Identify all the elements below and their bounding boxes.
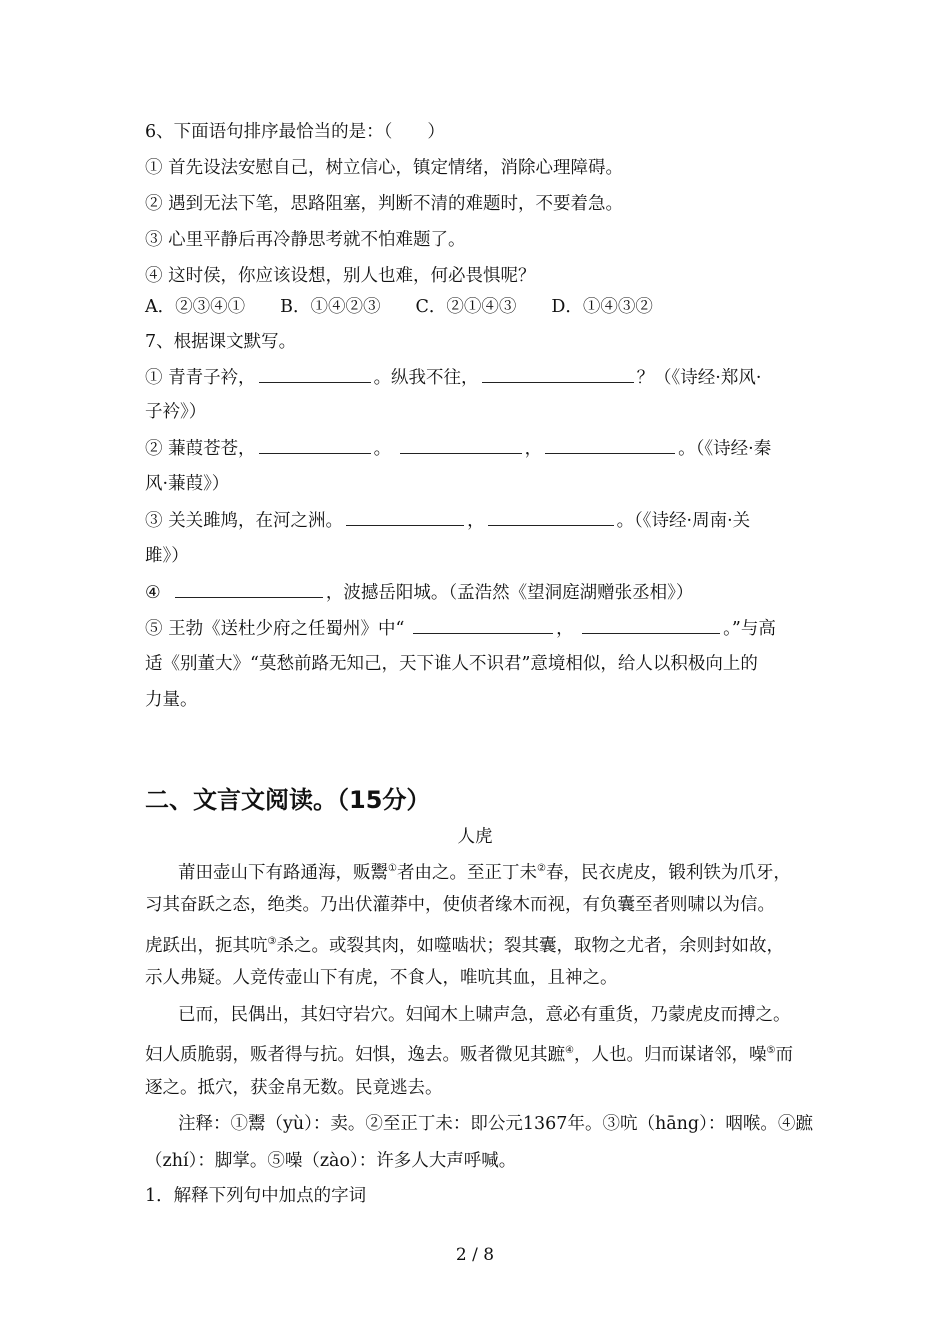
q7-line-1-cont: 子衿》） xyxy=(145,402,207,422)
q7-line-1: ① 青青子衿， 。纵我不往， ？（《诗经·郑风· xyxy=(145,368,762,388)
answer-blank[interactable] xyxy=(413,617,553,634)
passage-p1-line-4: 示人弗疑。人竞传壶山下有虎，不食人，唯吭其血，且神之。 xyxy=(145,968,618,988)
page-number: 2 / 8 xyxy=(455,1245,495,1265)
q6-item-4: ④ 这时侯，你应该设想，别人也难，何必畏惧呢？ xyxy=(145,266,536,286)
passage-p2-line-3: 逐之。抵穴，获金帛无数。民竟逃去。 xyxy=(145,1078,443,1098)
q7-line-2: ② 蒹葭苍苍， 。 ， 。（《诗经·秦 xyxy=(145,439,772,459)
q7-title: 7、根据课文默写。 xyxy=(145,332,297,352)
q6-item-3: ③ 心里平静后再冷静思考就不怕难题了。 xyxy=(145,230,466,250)
q7-line-5-cont: 适《别董大》“莫愁前路无知己，天下谁人不识君”意境相似，给人以积极向上的 xyxy=(145,654,758,674)
q6-title: 6、下面语句排序最恰当的是：（ ） xyxy=(145,122,445,142)
section-heading: 二、文言文阅读。（15分） xyxy=(145,786,431,814)
q6-item-1: ① 首先设法安慰自己，树立信心，镇定情绪，消除心理障碍。 xyxy=(145,158,624,178)
q7-line-3: ③ 关关雎鸠，在河之洲。 ， 。（《诗经·周南·关 xyxy=(145,511,751,531)
answer-blank[interactable] xyxy=(545,437,675,454)
q7-line-2-cont: 风·蒹葭》） xyxy=(145,474,230,494)
answer-blank[interactable] xyxy=(482,366,634,383)
answer-blank[interactable] xyxy=(488,509,614,526)
q7-line-3-cont: 雎》） xyxy=(145,546,189,566)
passage-title: 人虎 xyxy=(457,827,493,847)
q6-options: A．②③④① B．①④②③ C．②①④③ D．①④③② xyxy=(145,297,653,317)
passage-p1-line-3: 虎跃出，扼其吭③杀之。或裂其肉，如噬啮状；裂其囊，取物之尤者，余则封如故， xyxy=(145,935,784,956)
passage-p1-line-1: 莆田壶山下有路通海，贩鬻①者由之。至正丁未②春，民衣虎皮，锻利铁为爪牙， xyxy=(178,862,791,883)
answer-blank[interactable] xyxy=(582,617,720,634)
answer-blank[interactable] xyxy=(259,366,371,383)
q1-title: 1．解释下列句中加点的字词 xyxy=(145,1186,367,1206)
q7-line-5: ⑤ 王勃《送杜少府之任蜀州》中“ ， 。”与高 xyxy=(145,619,776,639)
q6-item-2: ② 遇到无法下笔，思路阻塞，判断不清的难题时，不要着急。 xyxy=(145,194,624,214)
passage-p1-line-2: 习其奋跃之态，绝类。乃出伏灌莽中，使侦者缘木而视，有负囊至者则啸以为信。 xyxy=(145,895,775,915)
answer-blank[interactable] xyxy=(346,509,464,526)
q7-line-4: ④ ，波撼岳阳城。（孟浩然《望洞庭湖赠张丞相》） xyxy=(145,583,694,603)
passage-p2-line-2: 妇人质脆弱，贩者得与抗。妇惧，逸去。贩者微见其蹠④，人也。归而谋诸邻，噪⑤而 xyxy=(145,1044,793,1065)
passage-p2-line-1: 已而，民偶出，其妇守岩穴。妇闻木上啸声急，意必有重货，乃蒙虎皮而搏之。 xyxy=(178,1005,791,1025)
notes-line-2: （zhí）：脚掌。⑤噪（zào）：许多人大声呼喊。 xyxy=(145,1151,517,1171)
q7-line-5-end: 力量。 xyxy=(145,690,198,710)
answer-blank[interactable] xyxy=(259,437,371,454)
answer-blank[interactable] xyxy=(400,437,522,454)
answer-blank[interactable] xyxy=(175,581,323,598)
notes-line-1: 注释：①鬻（yù）：卖。②至正丁未：即公元1367年。③吭（hāng）：咽喉。④蹠 xyxy=(178,1114,813,1134)
